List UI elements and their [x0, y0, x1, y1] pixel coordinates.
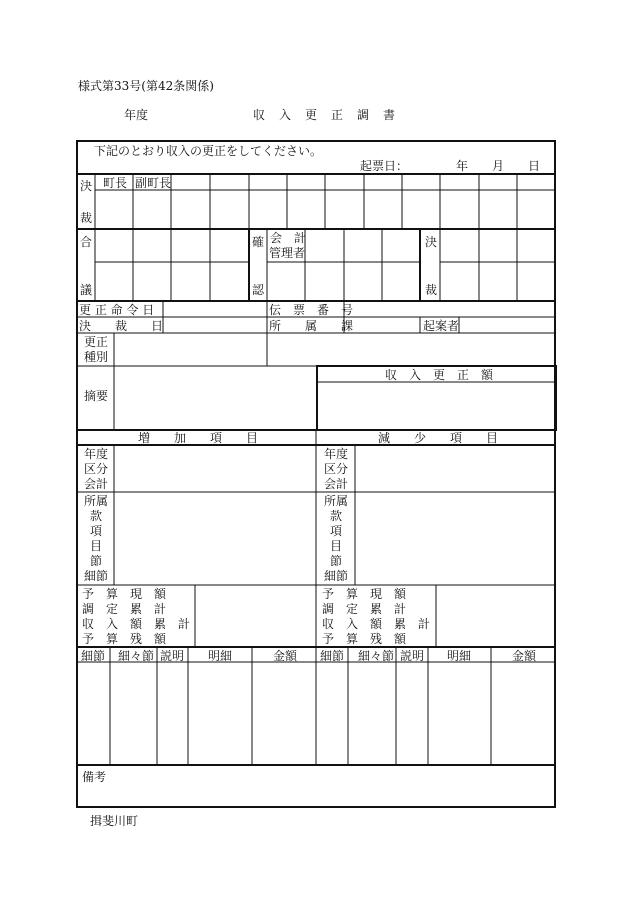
detail-description-header-left: 説明 [160, 649, 185, 663]
increase-items-heading: 増 加 項 目 [138, 431, 259, 445]
detail-breakdown-header-left: 明細 [208, 649, 233, 663]
dec-setsu-label: 節 [330, 554, 343, 568]
correction-order-date-label: 更 正 命 令 日 [79, 303, 155, 317]
kessai2-label-bottom: 裁 [425, 283, 438, 297]
date-label: 起票日： [360, 159, 409, 173]
kakunin-label-bottom: 認 [252, 283, 265, 297]
inc-kan-label: 款 [90, 509, 103, 523]
dec-budget-remaining-label: 予 算 残 額 [322, 632, 407, 646]
kessai2-label-top: 決 [425, 235, 438, 249]
dec-account-label: 会計 [324, 477, 349, 491]
inc-belonging-label: 所属 [84, 494, 109, 508]
dec-budget-current-label: 予 算 現 額 [322, 587, 407, 601]
correction-type-label-line1: 更正 [84, 335, 109, 349]
drafter-label: 起案者 [423, 319, 460, 333]
town-name: 揖斐川町 [90, 814, 139, 828]
gougi-label-bottom: 議 [80, 283, 93, 297]
dec-fiscal-year-label: 年度 [324, 447, 349, 461]
dec-assessment-total-label: 調 定 累 計 [322, 602, 407, 616]
detail-subsection-header-left: 細節 [81, 649, 106, 663]
form-number: 様式第33号(第42条関係) [78, 79, 214, 93]
summary-label: 摘要 [84, 389, 109, 403]
inc-assessment-total-label: 調 定 累 計 [82, 602, 167, 616]
accounting-label-line2: 管理者 [269, 246, 306, 260]
dec-kan-label: 款 [330, 509, 343, 523]
detail-subsubsection-header-right: 細々節 [358, 649, 395, 663]
date-month-label: 月 [492, 159, 505, 173]
detail-subsection-header-right: 細節 [320, 649, 345, 663]
dec-category-label: 区分 [324, 462, 349, 476]
approval-date-label: 決 裁 日 [79, 319, 164, 333]
dec-belonging-label: 所属 [324, 494, 349, 508]
date-year-label: 年 [456, 159, 469, 173]
inc-kou-label: 項 [90, 524, 103, 538]
voucher-number-label: 伝 票 番 号 [269, 303, 354, 317]
gougi-label-top: 合 [80, 235, 93, 249]
mayor-label: 町長 [103, 176, 128, 190]
vice-mayor-label: 副町長 [135, 176, 172, 190]
dec-moku-label: 目 [330, 539, 343, 553]
form-title: 収 入 更 正 調 書 [253, 108, 397, 122]
year-label: 年度 [124, 108, 149, 122]
detail-amount-header-right: 金額 [512, 649, 537, 663]
detail-amount-header-left: 金額 [273, 649, 298, 663]
inc-account-label: 会計 [84, 477, 109, 491]
revenue-correction-amount-label: 収 入 更 正 額 [385, 368, 494, 382]
inc-fiscal-year-label: 年度 [84, 447, 109, 461]
inc-setsu-label: 節 [90, 554, 103, 568]
department-label: 所 属 課 [269, 319, 354, 333]
kessai-label-top: 決 [80, 179, 93, 193]
dec-subsection-label: 細節 [324, 569, 349, 583]
decrease-items-heading: 減 少 項 目 [378, 431, 499, 445]
inc-subsection-label: 細節 [84, 569, 109, 583]
inc-budget-remaining-label: 予 算 残 額 [82, 632, 167, 646]
date-day-label: 日 [528, 159, 541, 173]
remarks-label: 備考 [82, 770, 107, 784]
inc-revenue-total-label: 収 入 額 累 計 [82, 617, 191, 631]
detail-breakdown-header-right: 明細 [447, 649, 472, 663]
instruction-text: 下記のとおり収入の更正をしてください。 [94, 144, 323, 158]
detail-subsubsection-header-left: 細々節 [118, 649, 155, 663]
kessai-label-bottom: 裁 [80, 211, 93, 225]
inc-category-label: 区分 [84, 462, 109, 476]
kakunin-label-top: 確 [252, 235, 265, 249]
dec-revenue-total-label: 収 入 額 累 計 [322, 617, 431, 631]
inc-budget-current-label: 予 算 現 額 [82, 587, 167, 601]
inc-moku-label: 目 [90, 539, 103, 553]
dec-kou-label: 項 [330, 524, 343, 538]
correction-type-label-line2: 種別 [84, 350, 109, 364]
accounting-label-line1: 会 計 [270, 231, 307, 245]
detail-description-header-right: 説明 [400, 649, 425, 663]
